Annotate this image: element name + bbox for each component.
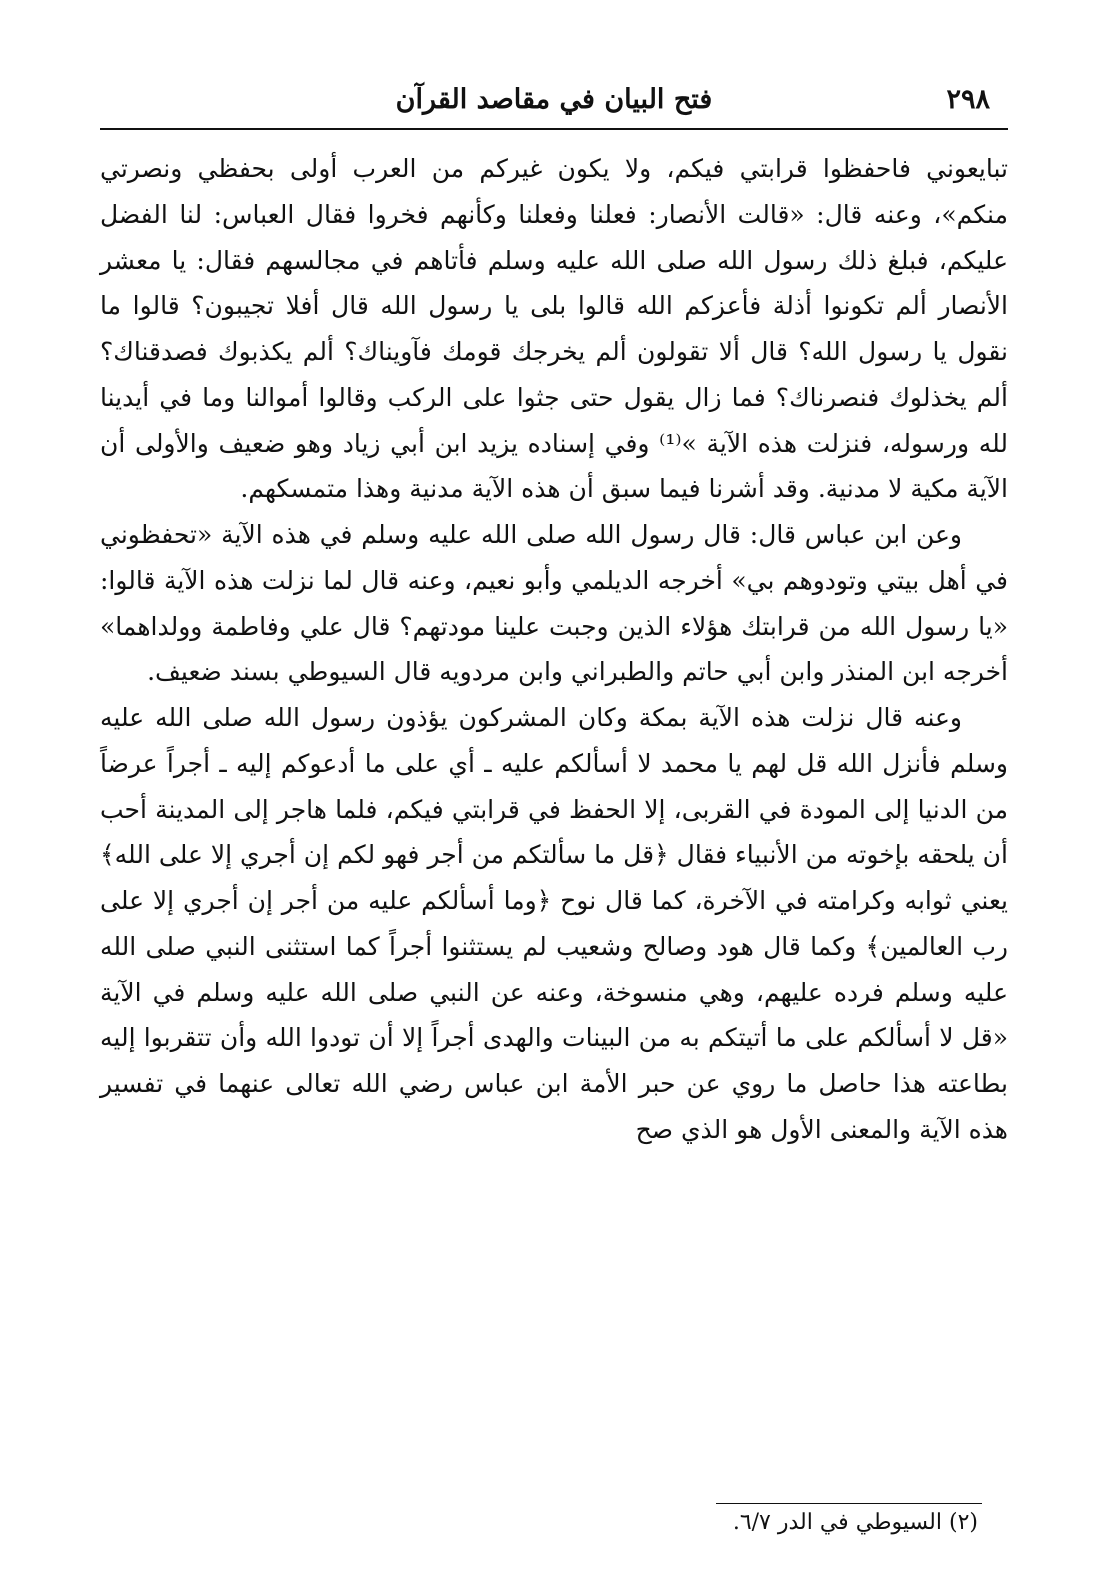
page-header (100, 82, 1008, 126)
paragraph: وعنه قال نزلت هذه الآية بمكة وكان المشركون يؤذون رسول الله صلى الله عليه وسلم فأنزل الله قل لهم يا محمد لا أسألكم عليه ـ أي على ما أدعوكم إليه ـ أجراً عرضاً من الدنيا إلى المودة في القربى، إلا الحفظ في قرابتي فيكم، فلما هاجر إلى المدينة أحب أن يلحقه بإخوته من الأنبياء فقال ﴿قل ما سألتكم من أجر فهو لكم إن أجري إلا على الله﴾ يعني ثوابه وكرامته في الآخرة، كما قال نوح ﴿وما أسألكم عليه من أجر إن أجري إلا على رب العالمين﴾ وكما قال هود وصالح وشعيب لم يستثنوا أجراً كما استثنى النبي صلى الله عليه وسلم فرده عليهم، وهي منسوخة، وعنه عن النبي صلى الله عليه وسلم في الآية «قل لا أسألكم على ما أتيتكم به من البينات والهدى أجراً إلا أن تودوا الله وأن تتقربوا إليه بطاعته هذا حاصل ما روي عن حبر الأمة ابن عباس رضي الله تعالى عنهما في تفسير هذه الآية والمعنى الأول هو الذي صح (100, 703, 1008, 1144)
running-title: فتح البيان في مقاصد القرآن (395, 84, 713, 115)
header-divider (100, 128, 1008, 130)
paragraph: وعن ابن عباس قال: قال رسول الله صلى الله عليه وسلم في هذه الآية «تحفظوني في أهل بيتي وتودوهم بي» أخرجه الديلمي وأبو نعيم، وعنه قال لما نزلت هذه الآية قالوا: «يا رسول الله من قرابتك هؤلاء الذين وجبت علينا مودتهم؟ قال علي وفاطمة وولداهما» أخرجه ابن المنذر وابن أبي حاتم والطبراني وابن مردويه قال السيوطي بسند ضعيف. (100, 520, 1008, 687)
paragraph: تبايعوني فاحفظوا قرابتي فيكم، ولا يكون غيركم من العرب أولى بحفظي ونصرتي منكم»، وعنه قال: «قالت الأنصار: فعلنا وفعلنا وكأنهم فخروا فقال العباس: لنا الفضل عليكم، فبلغ ذلك رسول الله صلى الله عليه وسلم فأتاهم في مجالسهم فقال: يا معشر الأنصار ألم تكونوا أذلة فأعزكم الله قالوا بلى يا رسول الله قال أفلا تجيبون؟ قالوا ما نقول يا رسول الله؟ قال ألا تقولون ألم يخرجك قومك فآويناك؟ ألم يكذبوك فصدقناك؟ ألم يخذلوك فنصرناك؟ فما زال يقول حتى جثوا على الركب وقالوا أموالنا وما في أيدينا لله ورسوله، فنزلت هذه الآية »⁽¹⁾ وفي إسناده يزيد ابن أبي زياد وهو ضعيف والأولى أن الآية مكية لا مدنية. وقد أشرنا فيما سبق أن هذه الآية مدنية وهذا متمسكهم. (100, 154, 1008, 504)
main-text (100, 146, 1008, 1153)
footnote-divider (716, 1503, 982, 1504)
page-number: ٢٩٨ (946, 84, 990, 115)
footnote: (٢) السيوطي في الدر ٦/٧. (732, 1510, 978, 1535)
